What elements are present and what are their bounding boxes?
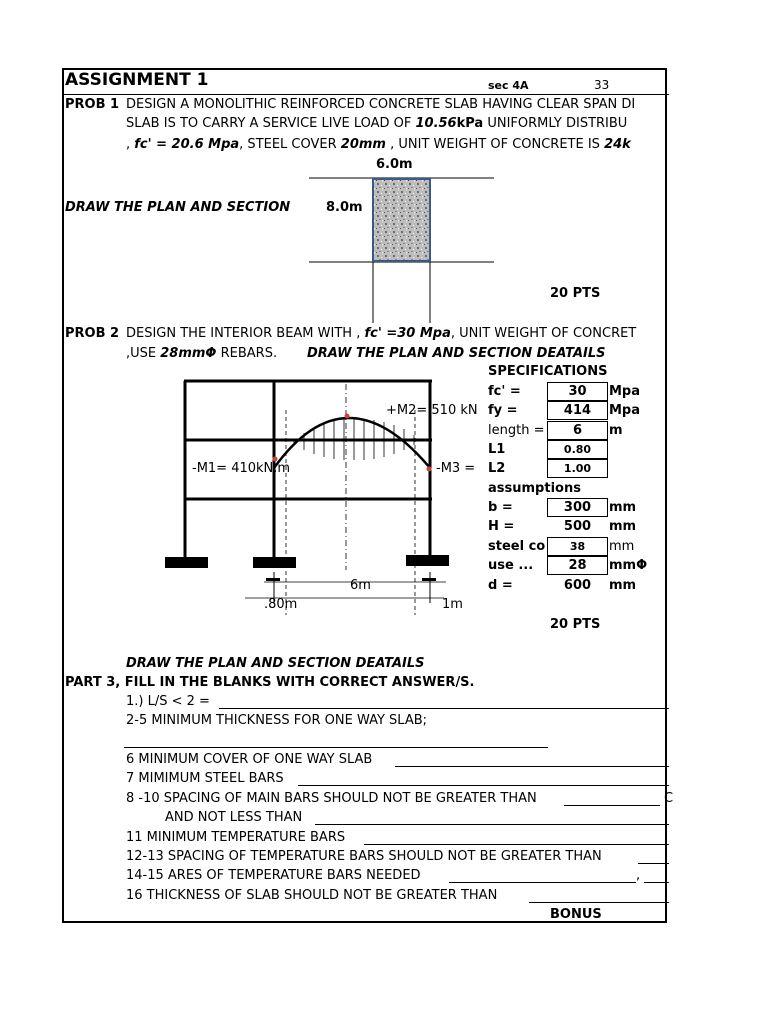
q8-tail: C bbox=[664, 791, 674, 806]
l2-dim-label: 1m bbox=[442, 597, 463, 612]
assump-d-unit: mm bbox=[609, 578, 637, 593]
prob2-fc-value: fc' =30 Mpa bbox=[364, 326, 451, 341]
assump-d-value: 600 bbox=[563, 578, 592, 593]
assump-h-unit: mm bbox=[609, 519, 637, 534]
prob2-line1-text: DESIGN THE INTERIOR BEAM WITH , bbox=[126, 326, 365, 341]
spec-length-label: length = bbox=[488, 423, 545, 438]
q12-blank[interactable] bbox=[638, 863, 669, 864]
assump-bar-unit: mmΦ bbox=[609, 558, 648, 573]
live-load-unit: kPa bbox=[456, 116, 484, 131]
prob1-line2-text: SLAB IS TO CARRY A SERVICE LIVE LOAD OF bbox=[126, 116, 416, 131]
assignment-sheet bbox=[62, 68, 674, 923]
assump-b-label: b = bbox=[488, 500, 513, 515]
assump-cover-value: 38 bbox=[547, 537, 608, 556]
assump-cover-unit: mm bbox=[609, 539, 635, 554]
q8b-blank[interactable] bbox=[315, 824, 669, 825]
unit-weight-value: 24k bbox=[604, 137, 631, 152]
q14-separator: , bbox=[636, 868, 641, 883]
prob2-line1-tail: , UNIT WEIGHT OF CONCRET bbox=[450, 326, 637, 341]
span-dim-label: 6m bbox=[350, 578, 371, 593]
moment-m3-label: -M3 = bbox=[436, 461, 476, 476]
marker-m3 bbox=[427, 467, 432, 472]
spec-fc-label: fc' = bbox=[488, 384, 521, 399]
spec-length-value: 6 bbox=[547, 421, 608, 440]
spec-title: SPECIFICATIONS bbox=[488, 364, 608, 379]
assump-b-unit: mm bbox=[609, 500, 637, 515]
q8-text: 8 -10 SPACING OF MAIN BARS SHOULD NOT BE GREATER THAN bbox=[126, 791, 537, 806]
moment-diagram-curve bbox=[274, 418, 430, 468]
live-load-value: 10.56 bbox=[415, 116, 457, 131]
spec-fc-value: 30 bbox=[547, 382, 608, 401]
bonus-label: BONUS bbox=[550, 907, 602, 922]
q1-blank[interactable] bbox=[219, 708, 669, 709]
q16-text: 16 THICKNESS OF SLAB SHOULD NOT BE GREATER THAN bbox=[126, 888, 498, 903]
assignment-title: ASSIGNMENT 1 bbox=[65, 70, 209, 90]
spec-fy-label: fy = bbox=[488, 403, 518, 418]
prob2-line2-rebars: REBARS. bbox=[216, 346, 278, 361]
q8b-text: AND NOT LESS THAN bbox=[165, 810, 303, 825]
part3-title: PART 3, FILL IN THE BLANKS WITH CORRECT ANSWER/S. bbox=[65, 675, 475, 690]
steel-cover-value: 20mm bbox=[340, 137, 386, 152]
footing-b bbox=[253, 557, 296, 568]
spec-fc-unit: Mpa bbox=[609, 384, 641, 399]
prob2-line2-lead: ,USE bbox=[126, 346, 161, 361]
moment-m2-label: +M2= 510 kN bbox=[386, 403, 478, 418]
q12-text: 12-13 SPACING OF TEMPERATURE BARS SHOULD NOT BE GREATER THAN bbox=[126, 849, 602, 864]
prob2-label: PROB 2 bbox=[65, 326, 120, 341]
spec-l1-label: L1 bbox=[488, 442, 506, 457]
prob1-line2-tail: UNIFORMLY DISTRIBU bbox=[483, 116, 628, 131]
q16-blank[interactable] bbox=[529, 902, 669, 903]
spec-length-unit: m bbox=[609, 423, 623, 438]
q1-text: 1.) L/S < 2 = bbox=[126, 694, 210, 709]
q11-text: 11 MINIMUM TEMPERATURE BARS bbox=[126, 830, 346, 845]
q11-blank[interactable] bbox=[364, 844, 669, 845]
prob1-line3-lead: , bbox=[126, 137, 135, 152]
sheet-number: 33 bbox=[594, 78, 610, 92]
assump-cover-label: steel co bbox=[488, 539, 546, 554]
dim-arrow-left bbox=[266, 578, 280, 581]
prob1-line3-cover-text: , STEEL COVER bbox=[239, 137, 341, 152]
l1-dim-label: .80m bbox=[264, 597, 298, 612]
footing-c bbox=[406, 555, 449, 566]
q2-text: 2-5 MINIMUM THICKNESS FOR ONE WAY SLAB; bbox=[126, 713, 428, 728]
assump-bar-label: use ... bbox=[488, 558, 534, 573]
slab-width-dim: 6.0m bbox=[376, 157, 413, 172]
prob1-line3-unit-text: , UNIT WEIGHT OF CONCRETE IS bbox=[385, 137, 605, 152]
q14-blank-2[interactable] bbox=[644, 882, 669, 883]
spec-fy-unit: Mpa bbox=[609, 403, 641, 418]
q2-blank[interactable] bbox=[124, 747, 548, 748]
assump-h-label: H = bbox=[488, 519, 515, 534]
spec-l2-value: 1.00 bbox=[547, 459, 608, 478]
footings bbox=[165, 555, 449, 581]
dim-arrow-right bbox=[422, 578, 436, 581]
q14-text: 14-15 ARES OF TEMPERATURE BARS NEEDED bbox=[126, 868, 421, 883]
prob1-points: 20 PTS bbox=[550, 286, 601, 301]
assump-h-value: 500 bbox=[563, 519, 592, 534]
assump-d-label: d = bbox=[488, 578, 513, 593]
q8-blank[interactable] bbox=[564, 805, 660, 806]
spec-l1-value: 0.80 bbox=[547, 440, 608, 459]
spec-fy-value: 414 bbox=[547, 401, 608, 420]
q6-blank[interactable] bbox=[395, 766, 669, 767]
footing-a bbox=[165, 557, 208, 568]
marker-m2 bbox=[345, 414, 350, 419]
prob1-instruction: DRAW THE PLAN AND SECTION bbox=[65, 200, 291, 215]
slab-length-dim: 8.0m bbox=[326, 200, 363, 215]
prob2-points: 20 PTS bbox=[550, 617, 601, 632]
q7-text: 7 MIMIMUM STEEL BARS bbox=[126, 771, 284, 786]
fc-value: fc' = 20.6 Mpa bbox=[134, 137, 240, 152]
prob2-instruction: DRAW THE PLAN AND SECTION DEATAILS bbox=[307, 346, 606, 361]
assumptions-title: assumptions bbox=[488, 481, 581, 496]
assump-bar-value: 28 bbox=[547, 556, 608, 575]
moment-m1-label: -M1= 410kN.m bbox=[192, 461, 291, 476]
section-label: sec 4A bbox=[488, 79, 529, 92]
assump-b-value: 300 bbox=[547, 498, 608, 517]
spec-l2-label: L2 bbox=[488, 461, 506, 476]
q7-blank[interactable] bbox=[298, 785, 669, 786]
q6-text: 6 MINIMUM COVER OF ONE WAY SLAB bbox=[126, 752, 373, 767]
q14-blank-1[interactable] bbox=[449, 882, 636, 883]
prob1-line1: DESIGN A MONOLITHIC REINFORCED CONCRETE SLAB HAVING CLEAR SPAN DI bbox=[126, 97, 636, 112]
part3-instruction: DRAW THE PLAN AND SECTION DEATAILS bbox=[126, 656, 425, 671]
prob1-label: PROB 1 bbox=[65, 97, 120, 112]
rebar-size: 28mmΦ bbox=[160, 346, 217, 361]
